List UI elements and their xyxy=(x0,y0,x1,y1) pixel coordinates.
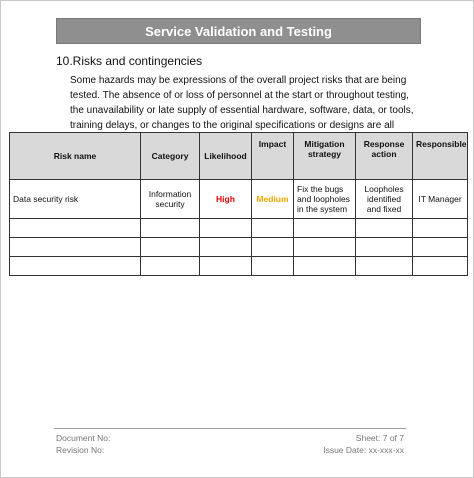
cell-mitigation: Fix the bugs and loopholes in the system xyxy=(294,180,356,219)
cell-category: Information security xyxy=(141,180,200,219)
risks-table xyxy=(9,132,468,276)
header-risk-name: Risk name xyxy=(10,133,141,180)
header-category: Category xyxy=(141,133,200,180)
document-title-banner xyxy=(56,18,421,44)
footer-document-no: Document No: xyxy=(56,433,111,443)
table-row-empty xyxy=(10,257,468,276)
header-mitigation-strategy: Mitigation strategy xyxy=(294,133,356,180)
header-responsible: Responsible xyxy=(413,133,468,180)
footer-revision-no: Revision No: xyxy=(56,445,105,455)
cell-likelihood: High xyxy=(200,180,252,219)
cell-response: Loopholes identified and fixed xyxy=(356,180,413,219)
header-response-action: Response action xyxy=(356,133,413,180)
footer-divider xyxy=(54,428,406,429)
table-header-row xyxy=(10,133,468,180)
cell-risk-name: Data security risk xyxy=(10,180,141,219)
header-likelihood: Likelihood xyxy=(200,133,252,180)
section-heading: 10.Risks and contingencies xyxy=(56,54,203,68)
table-row-empty xyxy=(10,238,468,257)
document-title: Service Validation and Testing xyxy=(145,23,332,39)
footer-issue-date: Issue Date: xx-xxx-xx xyxy=(323,445,404,455)
table-row xyxy=(10,180,468,219)
table-row-empty xyxy=(10,219,468,238)
cell-responsible: IT Manager xyxy=(413,180,468,219)
footer-sheet: Sheet: 7 of 7 xyxy=(355,433,404,443)
section-intro-paragraph: Some hazards may be expressions of the overall project risks that are being tested. The absence of or loss of personnel at the start or throughout testing, the unavailability or late supply of essential hardware, software, data, or tools, training delays, or changes to the original specifications or designs are all xyxy=(70,75,414,131)
cell-impact: Medium xyxy=(252,180,294,219)
header-impact: Impact xyxy=(252,133,294,180)
